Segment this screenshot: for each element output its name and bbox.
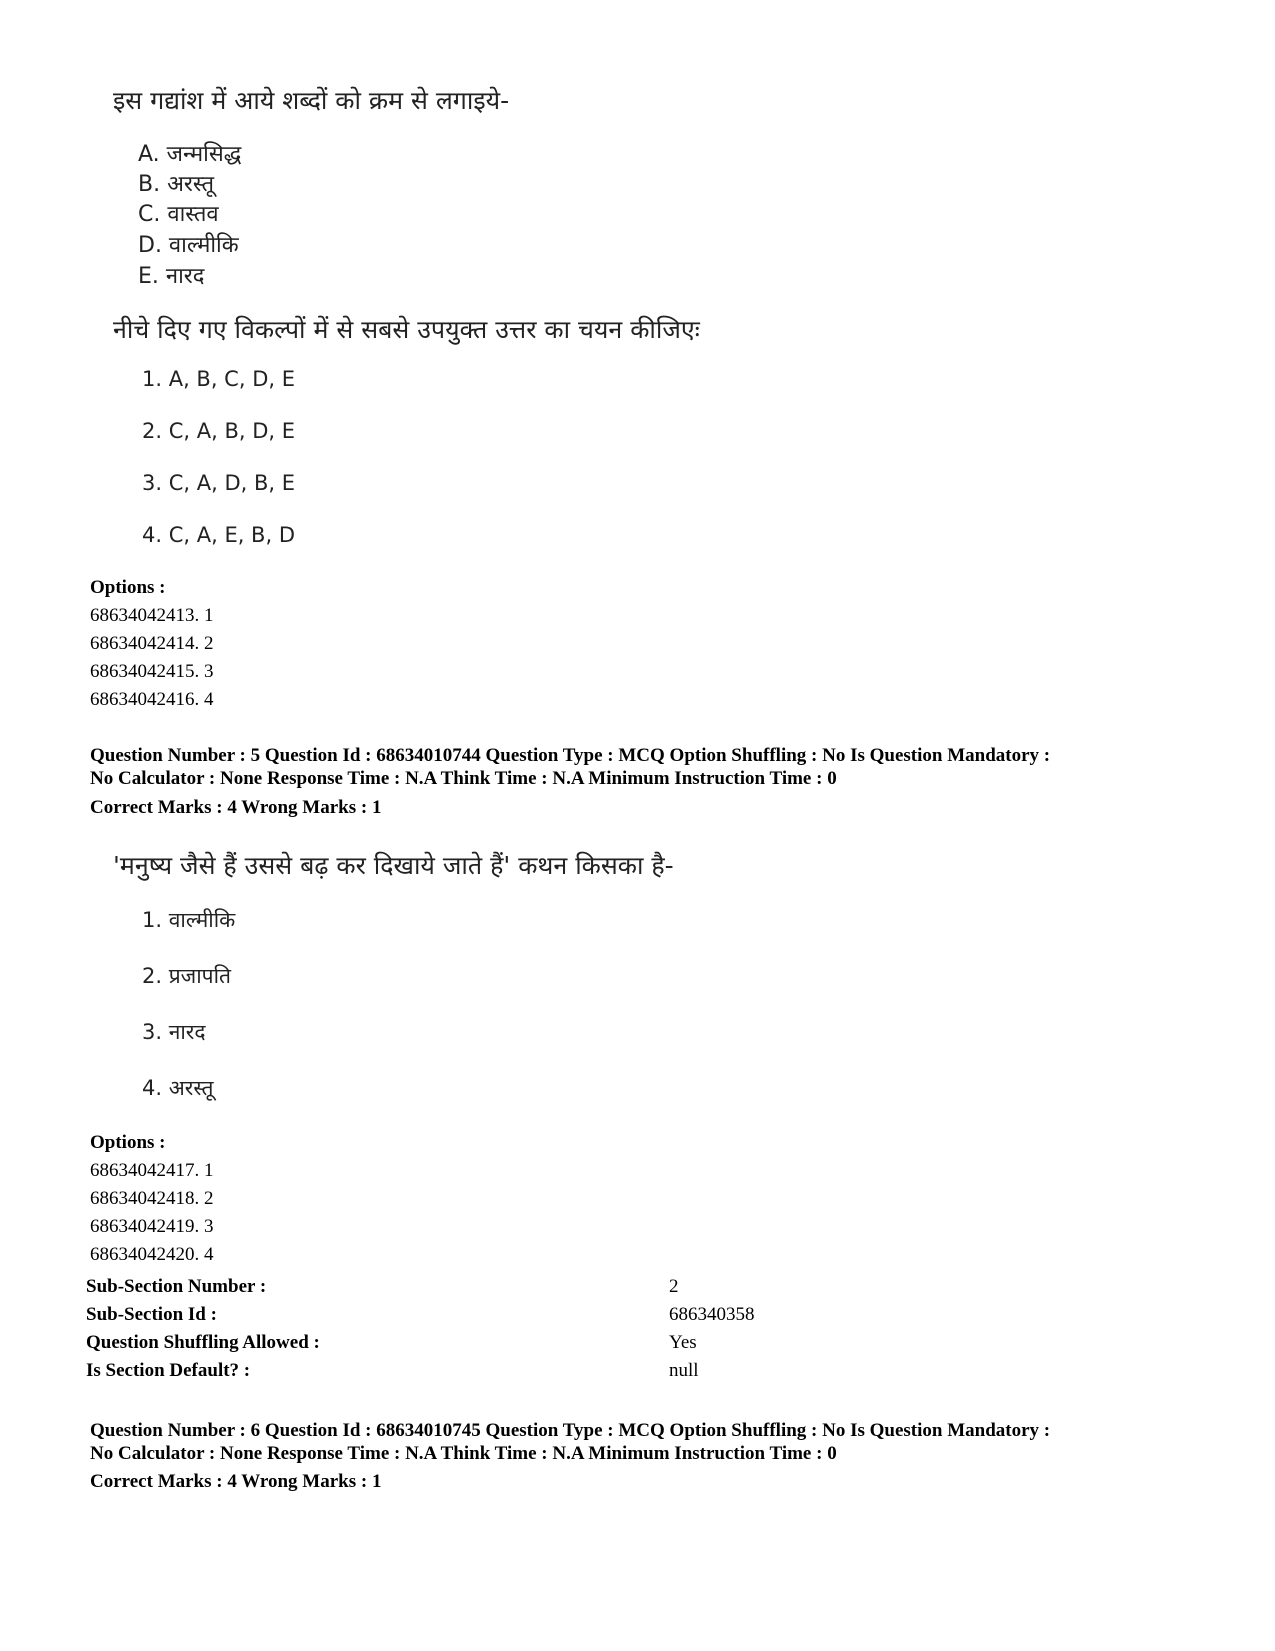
sequence-item-b: B. अरस्तू [138, 172, 214, 197]
subsection-number-value: 2 [669, 1276, 679, 1297]
sequence-item-d: D. वाल्मीकि [138, 233, 239, 258]
sequence-item-e: E. नारद [138, 264, 205, 289]
section-default-value: null [669, 1360, 699, 1381]
question-5-option-1: 68634042417. 1 [90, 1160, 214, 1181]
question-5-option-4: 68634042420. 4 [90, 1244, 214, 1265]
question-4-prompt: इस गद्यांश में आये शब्दों को क्रम से लगाइये- [113, 86, 510, 115]
question-6-marks: Correct Marks : 4 Wrong Marks : 1 [90, 1471, 382, 1492]
question-6-meta-line-1: Question Number : 6 Question Id : 68634010745 Question Type : MCQ Option Shuffling : No Is Question Mandatory : [90, 1420, 1051, 1441]
question-shuffling-label: Question Shuffling Allowed : [86, 1332, 320, 1353]
question-5-prompt: 'मनुष्य जैसे हैं उससे बढ़ कर दिखाये जाते हैं' कथन किसका है- [113, 851, 674, 880]
sequence-item-a: A. जन्मसिद्ध [138, 142, 242, 167]
section-default-label: Is Section Default? : [86, 1360, 251, 1381]
question-6-meta-line-2: No Calculator : None Response Time : N.A Think Time : N.A Minimum Instruction Time : 0 [90, 1443, 837, 1464]
question-4-option-2: 68634042414. 2 [90, 633, 214, 654]
subsection-number-label: Sub-Section Number : [86, 1276, 267, 1297]
question-shuffling-value: Yes [669, 1332, 697, 1353]
question-5-answer-3: 3. नारद [142, 1020, 206, 1044]
sequence-item-c: C. वास्तव [138, 202, 219, 227]
question-5-option-3: 68634042419. 3 [90, 1216, 214, 1237]
question-5-options-label: Options : [90, 1132, 166, 1153]
question-4-answer-2: 2. C, A, B, D, E [142, 419, 295, 443]
question-5-answer-2: 2. प्रजापति [142, 964, 232, 988]
question-5-meta-line-1: Question Number : 5 Question Id : 68634010744 Question Type : MCQ Option Shuffling : No Is Question Mandatory : [90, 745, 1051, 766]
question-4-instruction: नीचे दिए गए विकल्पों में से सबसे उपयुक्त उत्तर का चयन कीजिएः [113, 315, 700, 344]
question-4-answer-4: 4. C, A, E, B, D [142, 523, 295, 547]
question-4-options-label: Options : [90, 577, 166, 598]
subsection-id-value: 686340358 [669, 1304, 755, 1325]
question-4-option-3: 68634042415. 3 [90, 661, 214, 682]
question-5-option-2: 68634042418. 2 [90, 1188, 214, 1209]
subsection-id-label: Sub-Section Id : [86, 1304, 217, 1325]
question-4-answer-1: 1. A, B, C, D, E [142, 367, 295, 391]
question-5-meta-line-2: No Calculator : None Response Time : N.A Think Time : N.A Minimum Instruction Time : 0 [90, 768, 837, 789]
question-5-marks: Correct Marks : 4 Wrong Marks : 1 [90, 797, 382, 818]
question-5-answer-1: 1. वाल्मीकि [142, 908, 236, 932]
question-4-answer-3: 3. C, A, D, B, E [142, 471, 295, 495]
question-5-answer-4: 4. अरस्तू [142, 1076, 214, 1100]
question-4-option-4: 68634042416. 4 [90, 689, 214, 710]
question-4-option-1: 68634042413. 1 [90, 605, 214, 626]
